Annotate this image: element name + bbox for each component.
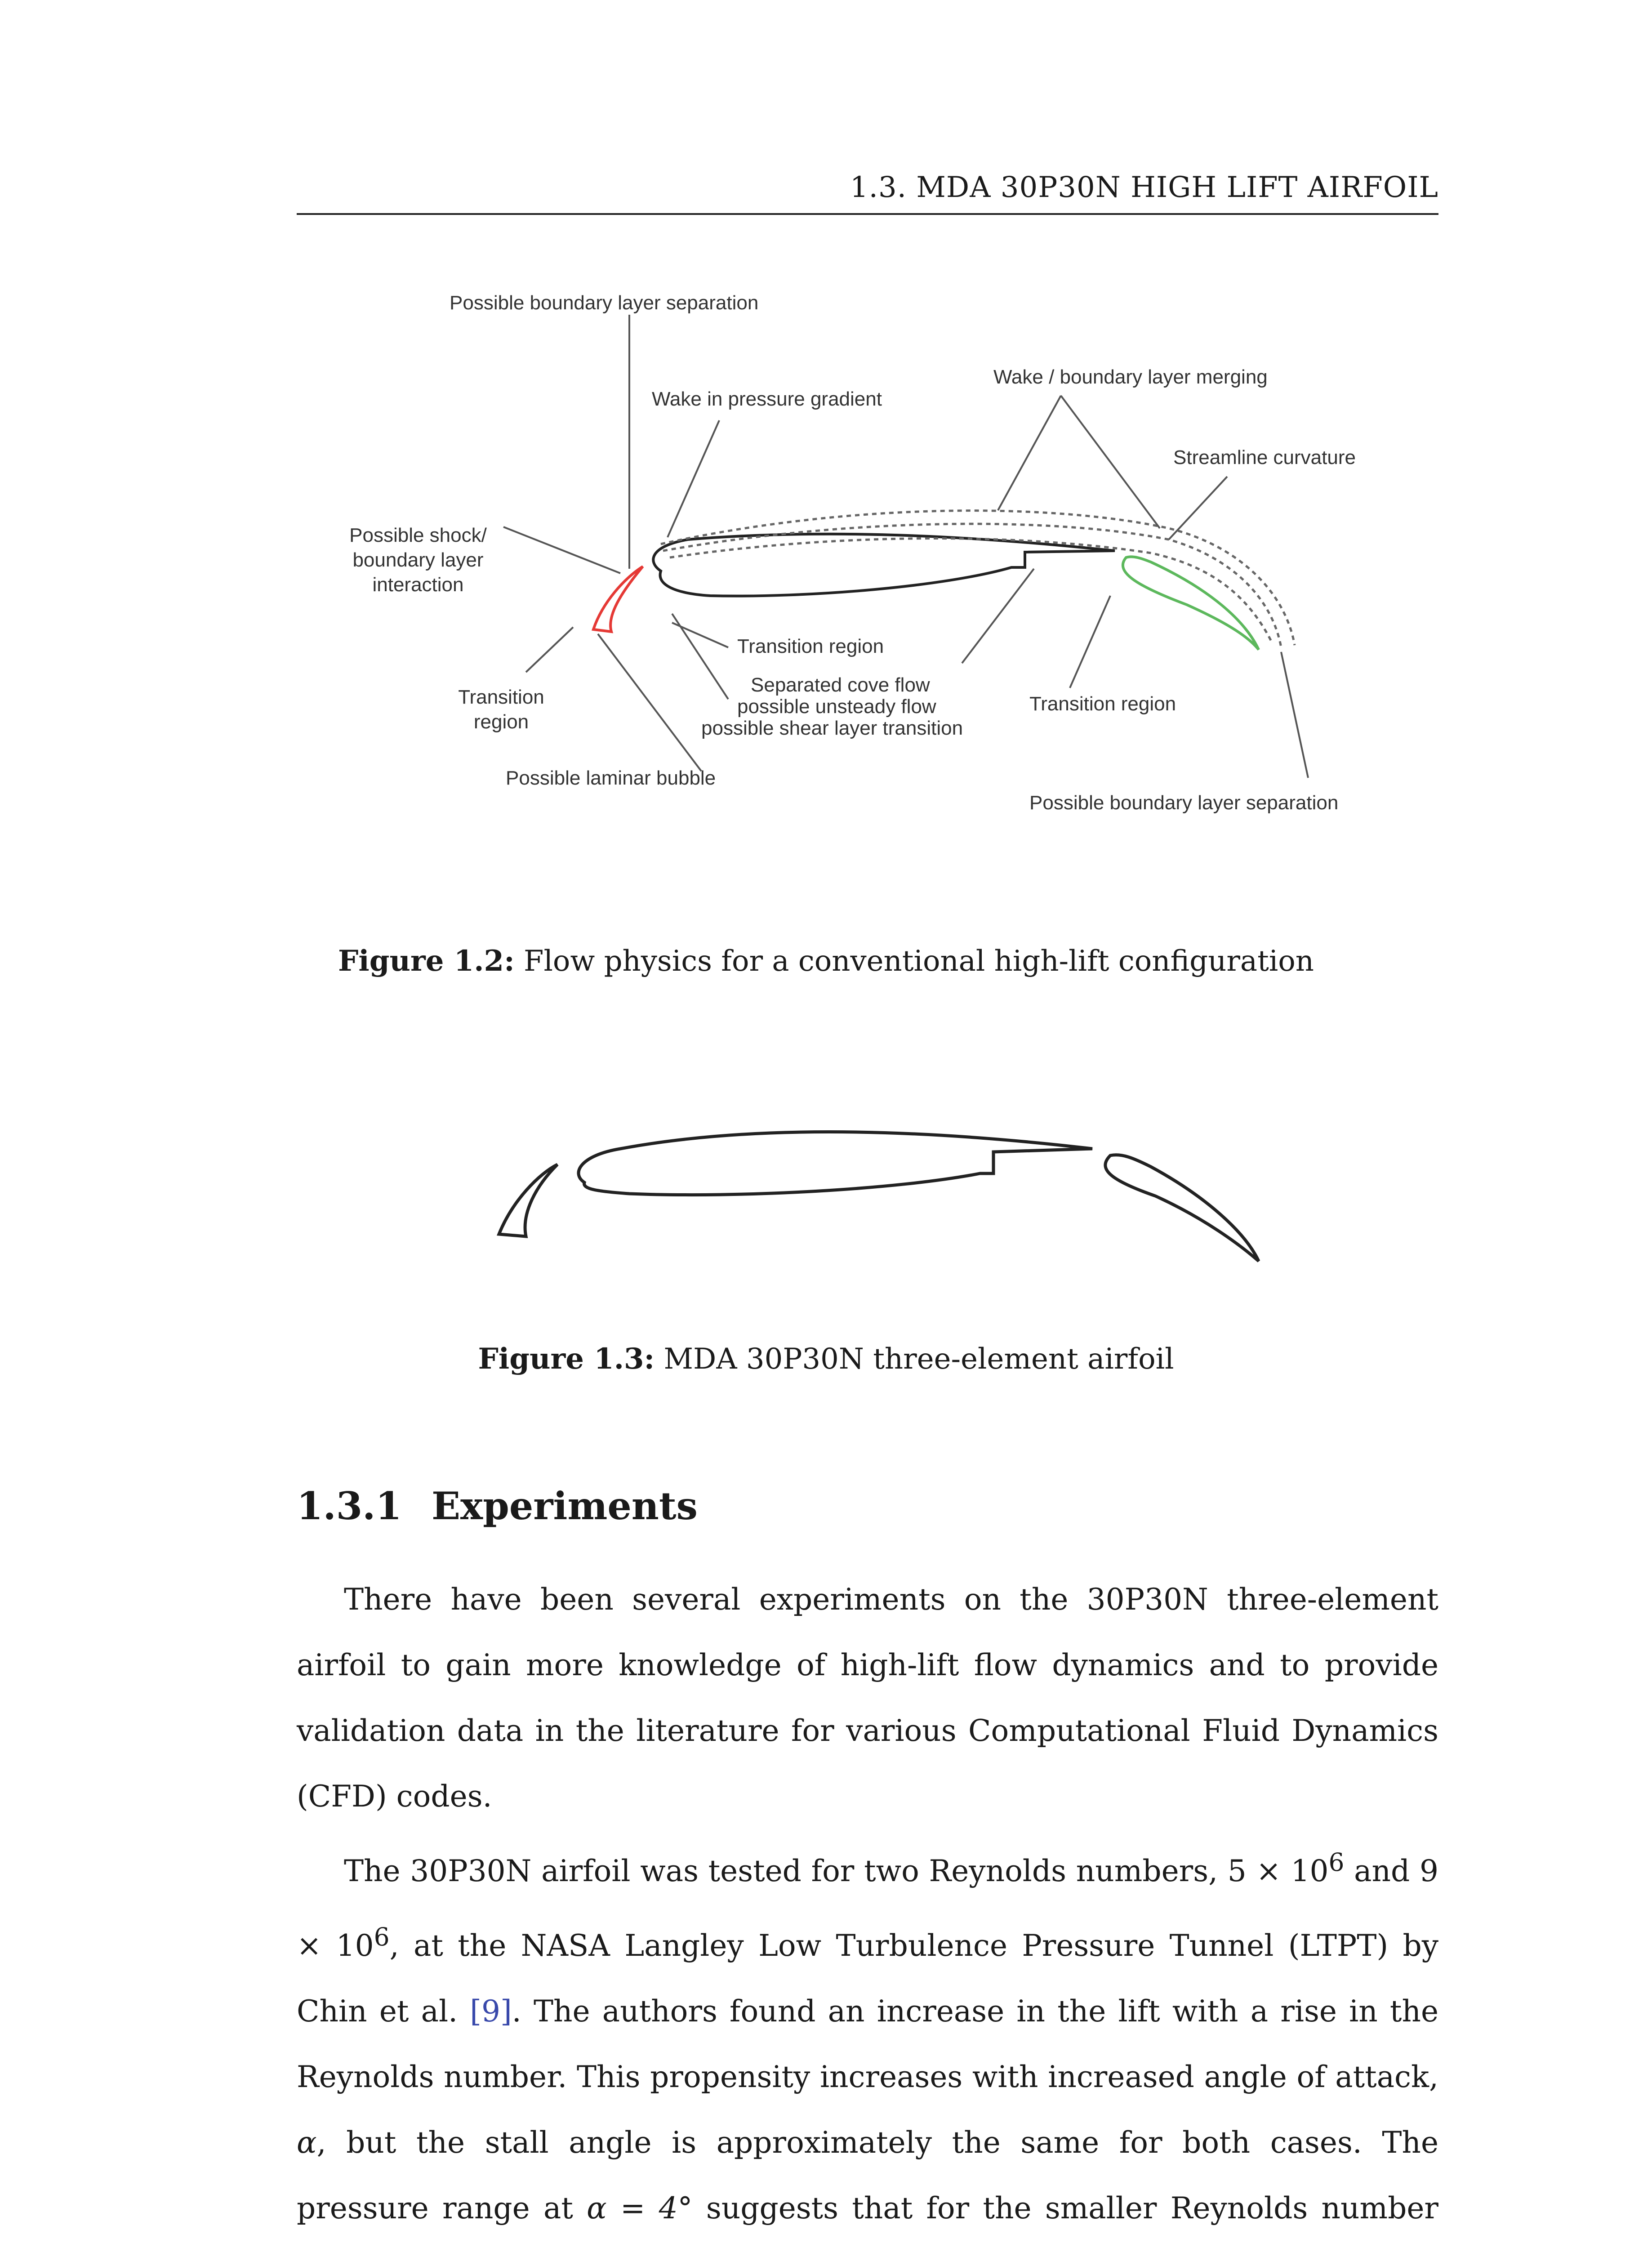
alpha-symbol: α [297,2125,317,2160]
wake-line-outer [661,511,1295,645]
figure-1-2-caption [0,944,1652,978]
reynolds-value-1 [1227,1848,1345,1888]
leader-transition-slat [526,627,573,672]
label-shock-line-1: Possible shock/ [349,524,487,546]
label-cove-line-3: possible shear layer transition [701,717,963,739]
paragraph-2-part-b: , at the NASA Langley Low Turbulence Pressure Tunnel (LTPT) by Chin et al. [297,1928,1438,2029]
section-title: Experiments [432,1484,698,1528]
leader-transition-flap [1070,596,1110,688]
leader-streamline [1169,477,1227,540]
label-boundary-separation-top: Possible boundary layer separation [450,292,759,314]
leader-shock [503,527,620,573]
label-laminar-bubble: Possible laminar bubble [506,767,716,789]
section-number: 1.3.1 [297,1484,402,1528]
label-cove-line-2: possible unsteady flow [737,696,936,718]
label-transition-slat-line-2: region [473,711,529,733]
flap-outline [1123,557,1259,650]
leader-wake-pressure [668,420,719,537]
slat-outline [593,566,643,632]
airfoil-slat [499,1164,557,1236]
paragraph-2 [297,1829,1438,2248]
reynolds-2-base: 9 × 10 [297,1854,1438,1963]
label-transition-slat-line-1: Transition [458,686,544,708]
wake-line-inner [670,539,1272,643]
label-wake-merging: Wake / boundary layer merging [993,366,1268,388]
leader-laminar-bubble [598,634,701,771]
leader-wake-merging-b [1061,396,1160,528]
label-shock-line-2: boundary layer [352,549,484,571]
header-rule [297,213,1438,215]
section-heading [297,1484,698,1528]
paragraph-1: There have been several experiments on the 30P30N three-element airfoil to gain more knowledge of high-lift flow dynamics and to provide validation data in the literature for various Computational Fluid Dynamics (CFD) codes. [297,1582,1438,1814]
leader-separation-bottom [1281,652,1308,778]
wake-line-middle [663,524,1281,647]
paragraph-2-part-a: The 30P30N airfoil was tested for two Reynolds numbers, [344,1854,1228,1888]
body-text [297,1567,1438,2248]
paragraph-2-part-d: , but the stall angle is approximately the same for both cases. The pressure range at [297,2125,1438,2226]
citation-link[interactable]: [9] [470,1994,512,2029]
label-transition-main: Transition region [737,635,884,657]
figure-flow-physics [315,261,1416,845]
airfoil-flap [1105,1155,1259,1261]
alpha-equation: α = 4° [587,2191,693,2226]
reynolds-1-exponent: 6 [1328,1848,1345,1877]
label-streamline-curvature: Streamline curvature [1173,446,1356,468]
main-element-outline [653,534,1115,596]
label-cove-line-1: Separated cove flow [751,674,930,696]
paragraph-2-part-c: . The authors found an increase in the lift with a rise in the Reynolds number. This propensity increases with increased angle of attack, [297,1994,1439,2094]
figure-1-3-caption [0,1342,1652,1376]
leader-cove-a [672,614,728,699]
figure-1-3-caption-text: MDA 30P30N three-element airfoil [655,1343,1174,1376]
label-wake-pressure: Wake in pressure gradient [652,388,882,410]
figure-1-2-caption-label: Figure 1.2: [338,944,515,978]
label-shock-line-3: interaction [372,574,464,596]
paragraph-2-part-e: suggests that for the smaller Reynolds number [706,2191,1438,2226]
running-header: 1.3. MDA 30P30N HIGH LIFT AIRFOIL [850,171,1438,204]
figure-1-2-caption-text: Flow physics for a conventional high-lift configuration [514,945,1314,978]
paragraph-2-and: and [1344,1854,1420,1888]
leader-wake-merging-a [998,396,1061,510]
airfoil-main-element [579,1132,1092,1195]
label-transition-flap: Transition region [1029,693,1176,715]
leader-cove-b [962,569,1034,663]
figure-1-3-caption-label: Figure 1.3: [478,1342,655,1376]
label-boundary-separation-bottom: Possible boundary layer separation [1029,792,1339,814]
figure-airfoil [472,1097,1281,1268]
reynolds-2-exponent: 6 [374,1922,390,1951]
reynolds-1-base: 5 × 10 [1227,1854,1329,1888]
